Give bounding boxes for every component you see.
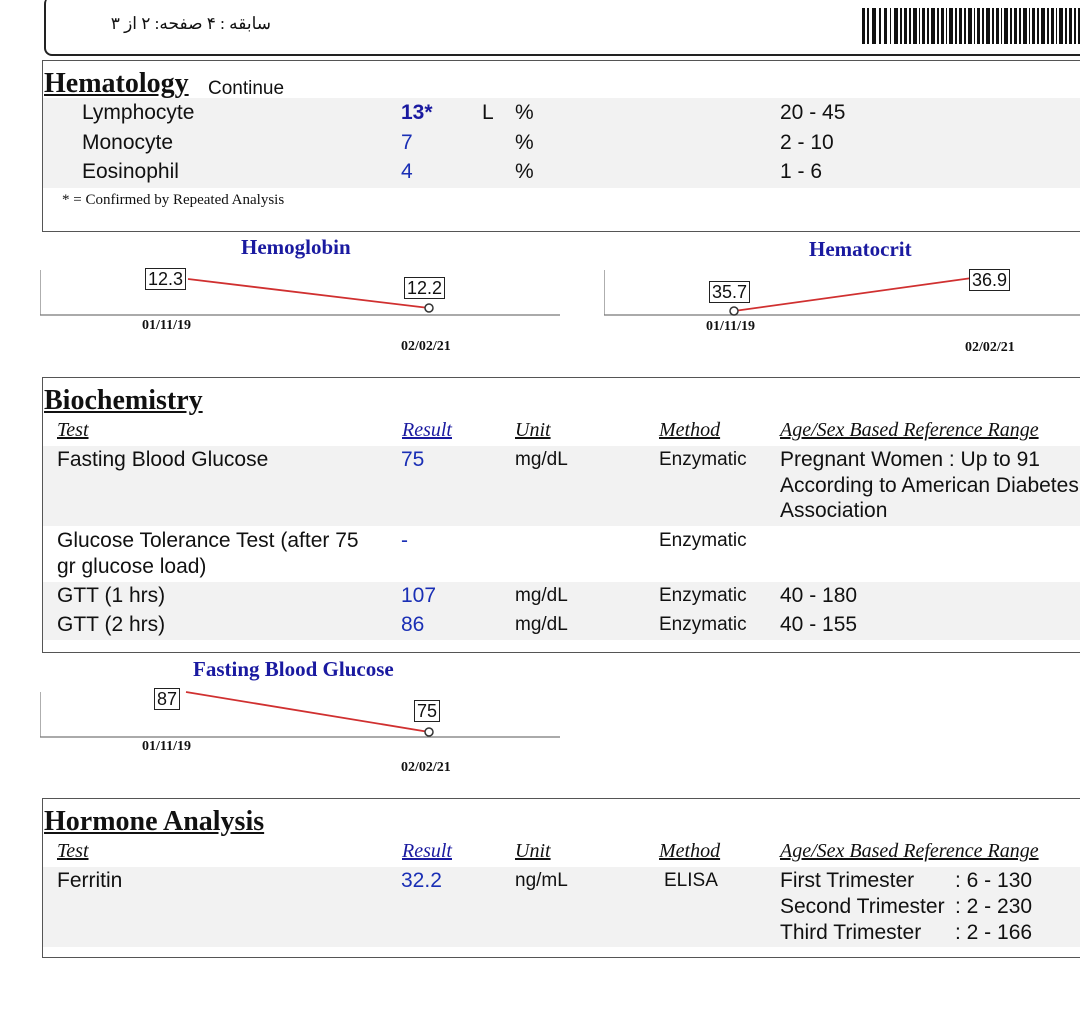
result-value: 75 — [401, 448, 425, 471]
unit: % — [515, 160, 534, 183]
test-name: GTT (2 hrs) — [57, 613, 166, 636]
test-name: Monocyte — [82, 131, 174, 154]
value-label: 12.2 — [404, 277, 445, 299]
unit: % — [515, 131, 534, 154]
column-header-method: Method — [659, 840, 721, 862]
fbg-trend-title: Fasting Blood Glucose — [193, 657, 394, 681]
trend-line — [186, 692, 429, 732]
reference-range: 1 - 6 — [780, 160, 823, 183]
trend-line — [188, 279, 429, 308]
value-label: 87 — [154, 688, 180, 710]
test-name: gr glucose load) — [57, 555, 207, 578]
value-label: 36.9 — [969, 269, 1010, 291]
result-value: 107 — [401, 584, 437, 607]
result-value: 32.2 — [401, 869, 442, 892]
column-header-unit: Unit — [515, 419, 551, 441]
barcode — [862, 8, 1080, 44]
column-header-result: Result — [402, 840, 452, 862]
unit: ng/mL — [515, 870, 568, 891]
footnote: * = Confirmed by Repeated Analysis — [62, 192, 285, 208]
column-header-range: Age/Sex Based Reference Range — [780, 419, 1039, 441]
date-label: 02/02/21 — [401, 339, 451, 354]
test-name: Eosinophil — [82, 160, 179, 183]
flag: L — [482, 101, 494, 124]
hemoglobin-trend-chart — [40, 262, 562, 320]
data-point — [425, 304, 433, 312]
result-value: 4 — [401, 160, 413, 183]
reference-range: 2 - 10 — [780, 131, 834, 154]
range-value: : 6 - 130 — [955, 869, 1033, 892]
unit: mg/dL — [515, 449, 568, 470]
reference-range: According to American Diabetes — [780, 474, 1079, 497]
unit: % — [515, 101, 534, 124]
result-value: 13* — [401, 101, 433, 124]
date-label: 02/02/21 — [401, 760, 451, 775]
unit: mg/dL — [515, 614, 568, 635]
method: Enzymatic — [659, 614, 747, 635]
value-label: 12.3 — [145, 268, 186, 290]
date-label: 02/02/21 — [965, 340, 1015, 355]
result-value: 7 — [401, 131, 413, 154]
column-header-method: Method — [659, 419, 721, 441]
value-label: 35.7 — [709, 281, 750, 303]
hematology-title: Hematology — [44, 68, 189, 99]
trend-line — [734, 278, 972, 311]
hematocrit-trend-title: Hematocrit — [809, 237, 912, 261]
range-label: First Trimester — [780, 869, 915, 892]
hormone-title: Hormone Analysis — [44, 806, 265, 837]
unit: mg/dL — [515, 585, 568, 606]
test-name: Ferritin — [57, 869, 123, 892]
hematology-band — [43, 98, 1080, 188]
method: Enzymatic — [659, 449, 747, 470]
method: ELISA — [664, 870, 718, 891]
date-label: 01/11/19 — [142, 318, 192, 333]
reference-range: 40 - 155 — [780, 613, 858, 636]
biochemistry-title: Biochemistry — [44, 385, 203, 416]
column-header-test: Test — [57, 419, 89, 441]
column-header-test: Test — [57, 840, 89, 862]
data-point — [425, 728, 433, 736]
reference-range: Pregnant Women : Up to 91 — [780, 448, 1040, 471]
test-name: Fasting Blood Glucose — [57, 448, 269, 471]
fbg-trend-chart — [40, 684, 562, 742]
hematology-subtitle: Continue — [208, 78, 285, 99]
reference-range: 40 - 180 — [780, 584, 858, 607]
column-header-result: Result — [402, 419, 452, 441]
hemoglobin-trend-title: Hemoglobin — [241, 235, 351, 259]
range-value: : 2 - 230 — [955, 895, 1033, 918]
data-point — [730, 307, 738, 315]
test-name: Lymphocyte — [82, 101, 195, 124]
date-label: 01/11/19 — [142, 739, 192, 754]
date-label: 01/11/19 — [706, 319, 756, 334]
reference-range: Association — [780, 499, 888, 522]
result-value: 86 — [401, 613, 425, 636]
column-header-unit: Unit — [515, 840, 551, 862]
column-header-range: Age/Sex Based Reference Range — [780, 840, 1039, 862]
page-info: سابقه : ۴ صفحه: ۲ از ۳ — [110, 14, 271, 33]
test-name: GTT (1 hrs) — [57, 584, 166, 607]
range-label: Third Trimester — [780, 921, 922, 944]
test-name: Glucose Tolerance Test (after 75 — [57, 529, 359, 552]
method: Enzymatic — [659, 530, 747, 551]
range-label: Second Trimester — [780, 895, 945, 918]
range-value: : 2 - 166 — [955, 921, 1033, 944]
reference-range: 20 - 45 — [780, 101, 846, 124]
method: Enzymatic — [659, 585, 747, 606]
result-value: - — [401, 529, 408, 552]
value-label: 75 — [414, 700, 440, 722]
